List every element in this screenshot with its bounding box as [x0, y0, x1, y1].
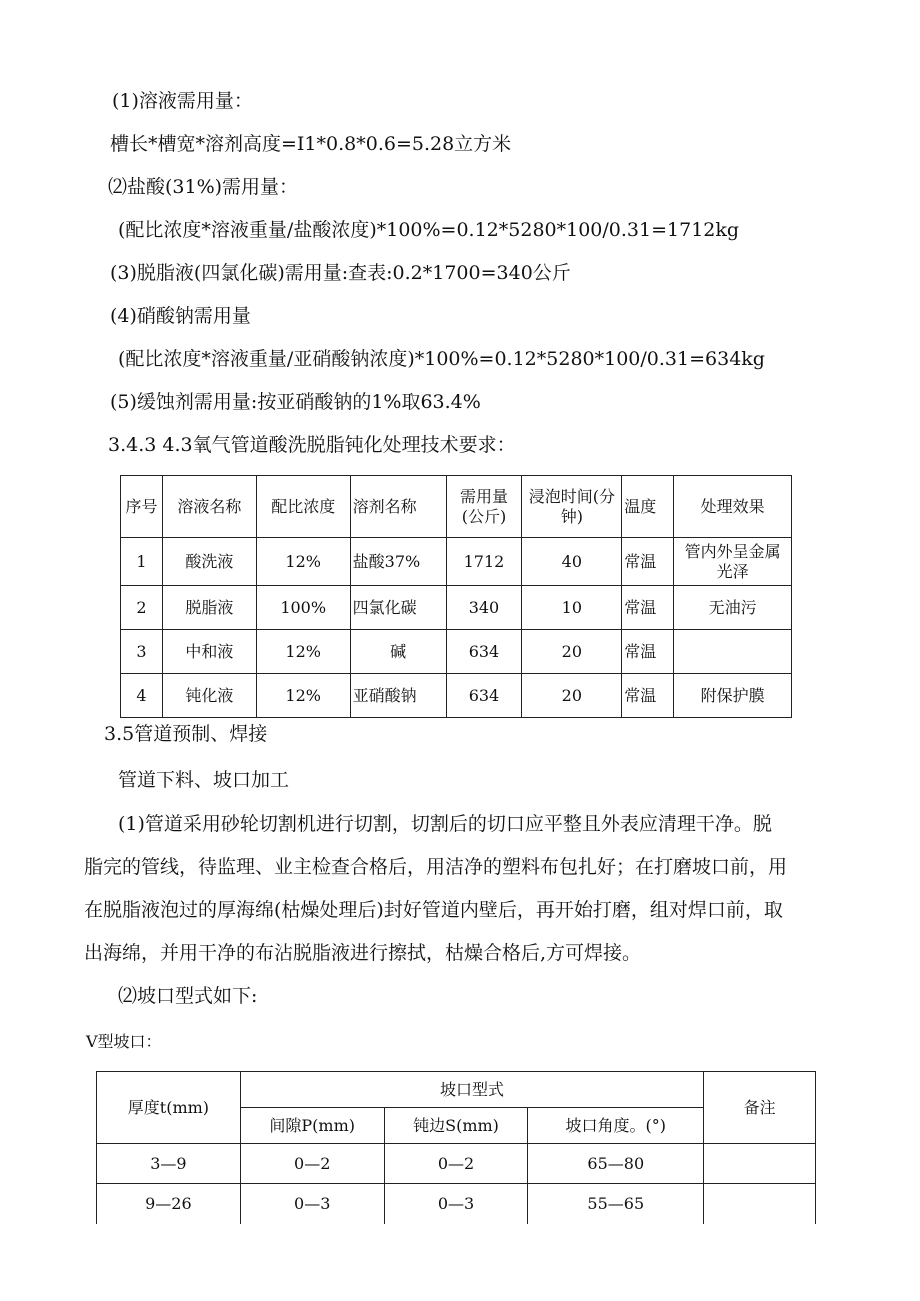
calc-line-2: 槽长*槽宽*溶剂高度=I1*0.8*0.6=5.28立方米: [110, 133, 512, 155]
table-cell: 9—26: [97, 1184, 241, 1225]
table-cell: [704, 1184, 816, 1225]
table-cell: 常温: [622, 538, 674, 586]
soak-time-header: 浸泡时间(分 钟): [528, 486, 615, 526]
bevel-intro: ⑵坡口型式如下:: [118, 985, 258, 1007]
calc-line-1: (1)溶液需用量：: [112, 90, 253, 112]
table-row: [121, 674, 792, 718]
calc-line-5: (3)脱脂液(四氯化碳)需用量:查表:0.2*1700=340公斤: [110, 262, 571, 284]
table-cell: 附保护膜: [674, 674, 792, 718]
bevel-table: [96, 1071, 816, 1224]
table-row: [121, 586, 792, 630]
calc-line-3: ⑵盐酸(31%)需用量：: [108, 176, 299, 198]
table-cell: 亚硝酸钠: [350, 674, 446, 718]
header-cell: [522, 476, 622, 538]
table-cell: 酸洗液: [162, 538, 256, 586]
table-cell: 3: [121, 630, 163, 674]
paragraph-line: (1)管道采用砂轮切割机进行切割，切割后的切口应平整且外表应清理干净。脱: [118, 813, 772, 835]
header-cell: 配比浓度: [256, 476, 350, 538]
table-cell: 0—2: [384, 1144, 528, 1184]
table1-header-row: [121, 476, 792, 538]
v-bevel-label: V型坡口：: [86, 1032, 162, 1051]
header-cell: 温度: [622, 476, 674, 538]
header-cell: 处理效果: [674, 476, 792, 538]
table-cell: 12%: [256, 538, 350, 586]
table1-heading: 3.4.3 4.3氧气管道酸洗脱脂钝化处理技术要求：: [108, 434, 516, 456]
table-row: [121, 630, 792, 674]
root-face-header: 钝边S(mm): [384, 1108, 528, 1144]
table-cell: 10: [522, 586, 622, 630]
table-cell: 65—80: [528, 1144, 704, 1184]
table-cell: 碱: [350, 630, 446, 674]
table-cell: 12%: [256, 674, 350, 718]
table-cell: 20: [522, 674, 622, 718]
calc-line-7: (配比浓度*溶液重量/亚硝酸钠浓度)*100%=0.12*5280*100/0.31=634kg: [118, 348, 765, 370]
section-heading: 3.5管道预制、焊接: [104, 723, 268, 745]
table-cell: 100%: [256, 586, 350, 630]
table-row: [97, 1144, 816, 1184]
subheading: 管道下料、坡口加工: [118, 769, 290, 791]
table-row: [121, 538, 792, 586]
table-row: [97, 1184, 816, 1225]
table-cell: 40: [522, 538, 622, 586]
table-cell: 0—2: [240, 1144, 384, 1184]
table-cell: [704, 1144, 816, 1184]
table-cell: [674, 630, 792, 674]
table-cell: 20: [522, 630, 622, 674]
table-cell: 2: [121, 586, 163, 630]
table-cell: 脱脂液: [162, 586, 256, 630]
calc-line-8: (5)缓蚀剂需用量:按亚硝酸钠的1%取63.4%: [110, 391, 481, 413]
table-cell: 12%: [256, 630, 350, 674]
gap-header: 间隙P(mm): [240, 1108, 384, 1144]
bevel-angle-header: 坡口角度。(°): [528, 1108, 704, 1144]
quantity-header: 需用量 (公斤): [459, 486, 508, 526]
header-cell: 溶剂名称: [350, 476, 446, 538]
table-cell: 常温: [622, 586, 674, 630]
table-cell: 四氯化碳: [350, 586, 446, 630]
table-cell: 0—3: [384, 1184, 528, 1225]
note-header: 备注: [704, 1072, 816, 1144]
table-cell: 盐酸37%: [350, 538, 446, 586]
paragraph-line: 出海绵，并用干净的布沾脱脂液进行擦拭，枯燥合格后,方可焊接。: [84, 942, 642, 964]
table-cell: 0—3: [240, 1184, 384, 1225]
table-cell: 634: [446, 674, 522, 718]
bevel-type-header: 坡口型式: [240, 1072, 703, 1108]
table-cell: 4: [121, 674, 163, 718]
table-cell: 钝化液: [162, 674, 256, 718]
treatment-requirements-table: [120, 475, 792, 718]
table-cell: 3—9: [97, 1144, 241, 1184]
calc-line-4: (配比浓度*溶液重量/盐酸浓度)*100%=0.12*5280*100/0.31=1712kg: [118, 219, 740, 241]
calc-line-6: (4)硝酸钠需用量: [110, 305, 251, 327]
table-cell: 1712: [446, 538, 522, 586]
table-cell: 340: [446, 586, 522, 630]
table-cell: 1: [121, 538, 163, 586]
table-cell: 常温: [622, 630, 674, 674]
paragraph-line: 在脱脂液泡过的厚海绵(枯燥处理后)封好管道内壁后，再开始打磨，组对焊口前，取: [84, 899, 783, 921]
effect-text: 管内外呈金属 光泽: [684, 541, 781, 581]
header-cell: 溶液名称: [162, 476, 256, 538]
paragraph-line: 脂完的管线，待监理、业主检查合格后，用洁净的塑料布包扎好；在打磨坡口前，用: [84, 856, 788, 878]
table-cell: [674, 538, 792, 586]
table-cell: 中和液: [162, 630, 256, 674]
table-cell: 常温: [622, 674, 674, 718]
table-cell: 无油污: [674, 586, 792, 630]
table-cell: 55—65: [528, 1184, 704, 1225]
header-cell: [446, 476, 522, 538]
header-cell: 序号: [121, 476, 163, 538]
table-cell: 634: [446, 630, 522, 674]
thickness-header: 厚度t(mm): [97, 1072, 241, 1144]
